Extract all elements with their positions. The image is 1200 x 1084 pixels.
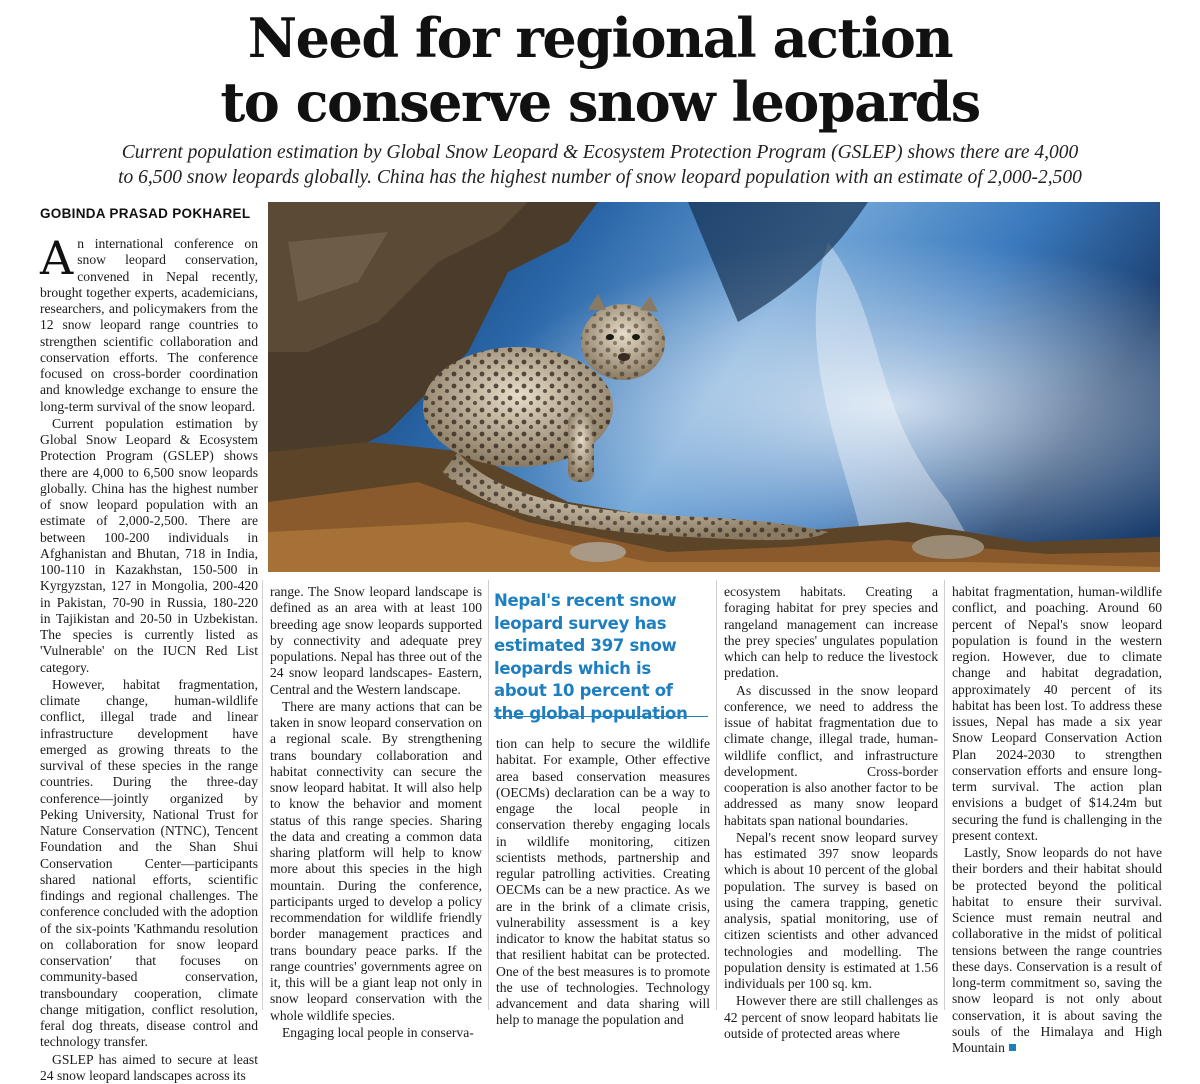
snow-leopard-illustration: [268, 202, 1160, 572]
column-3: [496, 736, 710, 1012]
byline: GOBINDA PRASAD POKHAREL: [40, 206, 270, 221]
column-divider: [488, 580, 489, 1010]
paragraph: As discussed in the snow leopard conference, we need to address the issue of habitat fragmentation due to climate change, illegal trade, human-wildlife conflict, and infrastructure development. Cross-border cooperation is also another factor to be addressed as many snow leopard habitats span national boundaries.: [724, 683, 938, 829]
snow-leopard-photo: [268, 202, 1160, 572]
headline: [0, 6, 1200, 134]
paragraph: [952, 845, 1162, 1056]
paragraph: tion can help to secure the wildlife habitat. For example, Other effective area based conservation measures (OECMs) declaration can be a way to engage the local people in conservation thereby engaging locals in wildlife monitoring, citizen scientists methods, partnership and regular patrolling activities. Creating OECMs can be a new practice. As we are in the brink of a climate crisis, vulnerability assessment is a key indicator to know the habitat status so that resilient habitat can be protected. One of the best measures is to promote the use of technologies. Technology advancement and data sharing will help to manage the population and: [496, 736, 710, 1029]
paragraph: There are many actions that can be taken in snow leopard conservation on a regional scale. By strengthening trans boundary collaboration and habitat connectivity can secure the snow leopard habitat. It will also help to know the behavior and moment status of this range species. Sharing the data and creating a common data sharing platform will help to know more about this species in the high mountain. During the conference, participants urged to develop a policy recommendation for wildlife friendly border management practices and trans boundary peace parks. If the range countries' governments agree on it, this will be a giant leap not only in snow leopard conservation with the whole wildlife species.: [270, 699, 482, 1024]
paragraph: Nepal's recent snow leopard survey has estimated 397 snow leopards which is about 10 percent of the global population. The survey is based on using the camera trapping, genetic analysis, spatial monitoring, use of citizen scientists and other advanced technologies and modelling. The population density is estimated at 1.56 individuals per 100 sq. km.: [724, 830, 938, 993]
headline-line-1: Need for regional action: [0, 6, 1200, 70]
pull-quote: Nepal's recent snow leopard survey has estimated 397 snow leopards which is about 10 percent of the global population: [494, 590, 694, 725]
paragraph: Current population estimation by Global Snow Leopard & Ecosystem Protection Program (GSLEP) shows there are 4,000 to 6,500 snow leopards globally. China has the highest number of snow leopard population with an estimate of 2,000-2,500. There are between 100-200 individuals in Afghanistan and Bhutan, 718 in India, 100-110 in Kazakhstan, 150-500 in Kyrgyzstan, 127 in Mongolia, 200-420 in Pakistan, 70-90 in Russia, 180-220 in Tajikistan and 20-50 in Uzbekistan. The species is currently listed as 'Vulnerable' on the IUCN Red List category.: [40, 416, 258, 676]
deck-line-1: Current population estimation by Global Snow Leopard & Ecosystem Protection Program (GSLEP) shows there are 4,000: [80, 140, 1120, 165]
paragraph: ecosystem habitats. Creating a foraging habitat for prey species and rangeland management can increase the prey species' ungulates population which can help to reduce the livestock predation.: [724, 584, 938, 682]
end-mark-icon: [1009, 1044, 1016, 1051]
paragraph: However there are still challenges as 42 percent of snow leopard habitats lie outside of protected areas where: [724, 993, 938, 1042]
pull-quote-rule: [494, 716, 708, 717]
column-4: [724, 584, 938, 1012]
headline-line-2: to conserve snow leopards: [0, 70, 1200, 134]
closing-text: Lastly, Snow leopards do not have their borders and their habitat should be protected beyond the political habitat to ensure their survival. Science must remain neutral and collaborative in the midst of political tensions between the range countries these days. Conservation is a result of long-term commitment so, saving the snow leopard is not only about conservation, it is about saving the souls of the Himalaya and High Mountain: [952, 845, 1162, 1055]
drop-cap: A: [40, 236, 77, 277]
deck: [80, 140, 1120, 190]
paragraph: GSLEP has aimed to secure at least 24 snow leopard landscapes across its: [40, 1052, 258, 1084]
column-divider: [716, 580, 717, 1010]
paragraph: habitat fragmentation, human-wildlife conflict, and poaching. Around 60 percent of Nepal's snow leopard population is found in the western region. However, due to climate change and habitat degradation, approximately 40 percent of its habitat has been lost. To address these issues, Nepal has made a six year Snow Leopard Conservation Action Plan 2024-2030 to strengthen conservation efforts and ensure long-term survival. The action plan envisions a budget of $14.24m but securing the fund is challenging in the present context.: [952, 584, 1162, 844]
paragraph: However, habitat fragmentation, climate change, human-wildlife conflict, illegal trade and linear infrastructure development have emerged as growing threats to the survival of these species in the range countries. During the three-day conference—jointly organized by Peking University, National Trust for Nature Conservation (NTNC), Tencent Foundation and the Shan Shui Conservation Center—participants shared national efforts, scientific findings and regional challenges. The conference concluded with the adoption of the six-points 'Kathmandu resolution on collaboration for snow leopard conservation' that focuses on community-based conservation, transboundary cooperation, climate change mitigation, conflict resolution, feral dog threats, disease control and technology transfer.: [40, 677, 258, 1051]
column-divider: [944, 580, 945, 1010]
column-divider: [262, 580, 263, 1010]
deck-line-2: to 6,500 snow leopards globally. China has the highest number of snow leopard population with an estimate of 2,000-2,500: [80, 165, 1120, 190]
column-2: [270, 584, 482, 1012]
paragraph: An international conference on snow leopard conservation, convened in Nepal recently, brought together experts, academicians, researchers, and policymakers from the 12 snow leopard range countries to strengthen scientific collaboration and conservation efforts. The conference focused on cross-border coordination and knowledge exchange to ensure the long-term survival of the snow leopard.: [40, 236, 258, 415]
paragraph: range. The Snow leopard landscape is defined as an area with at least 100 breeding age snow leopards supported by connectivity and adequate prey populations. Nepal has three out of the 24 snow leopard landscapes- Eastern, Central and the Western landscape.: [270, 584, 482, 698]
paragraph: Engaging local people in conserva-: [270, 1025, 482, 1041]
column-1: [40, 236, 258, 1012]
column-5: [952, 584, 1162, 1012]
